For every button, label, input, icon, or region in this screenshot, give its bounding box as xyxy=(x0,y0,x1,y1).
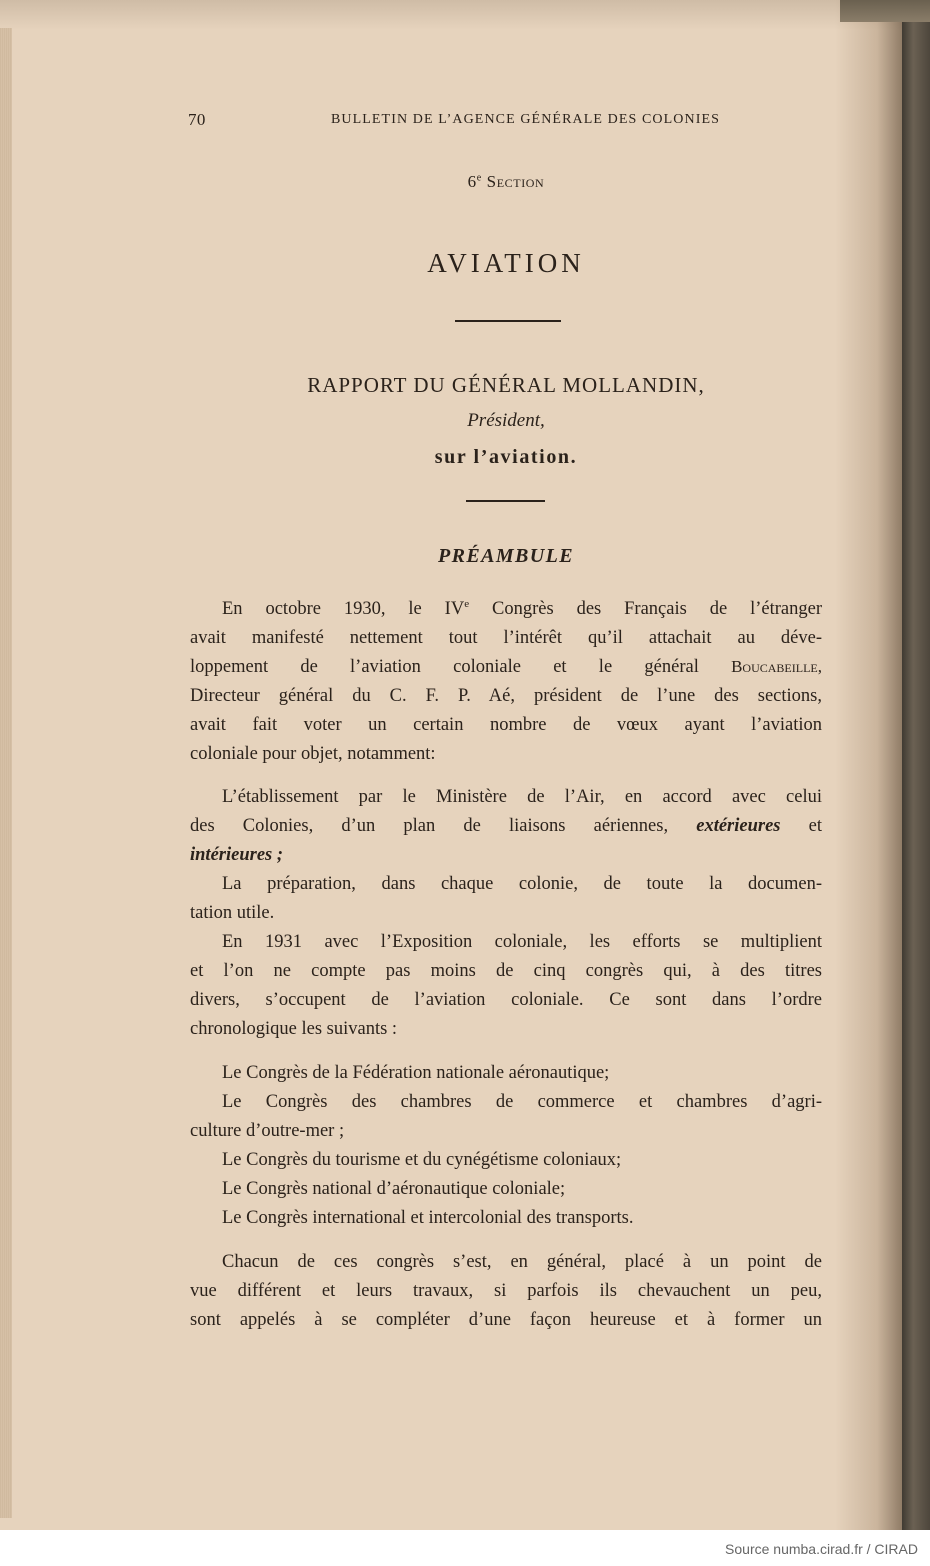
list-item: Le Congrès du tourisme et du cynégétisme coloniaux; xyxy=(222,1150,622,1170)
report-subject: sur l’aviation. xyxy=(434,446,578,468)
para1-line6: coloniale pour objet, notamment: xyxy=(190,744,436,764)
binding-shadow xyxy=(835,0,905,1530)
book-cover-edge xyxy=(902,0,930,1530)
list-item: Le Congrès international et intercolonial des transports. xyxy=(222,1208,634,1228)
title-rule xyxy=(455,320,561,322)
page-title: AVIATION xyxy=(427,248,585,278)
page-top-shadow xyxy=(0,0,930,30)
para1-line1: En octobre 1930, le IVe Congrès des Français de l’étranger xyxy=(222,597,822,619)
para4-line1: En 1931 avec l’Exposition coloniale, les efforts se multiplient xyxy=(222,932,822,952)
heading-rule xyxy=(466,500,545,502)
para1-line5: avait fait voter un certain nombre de vœux ayant l’aviation xyxy=(190,715,822,735)
para1-line2: avait manifesté nettement tout l’intérêt qu’il attachait au déve- xyxy=(190,628,822,648)
list-item: Le Congrès des chambres de commerce et chambres d’agri- xyxy=(222,1092,822,1112)
list-item-continuation: culture d’outre-mer ; xyxy=(190,1121,345,1141)
page-number: 70 xyxy=(188,110,206,129)
report-heading: RAPPORT DU GÉNÉRAL MOLLANDIN, xyxy=(307,373,705,397)
running-title: BULLETIN DE L’AGENCE GÉNÉRALE DES COLONIES xyxy=(330,112,720,127)
report-president: Président, xyxy=(467,410,545,431)
para3-line2: tation utile. xyxy=(190,903,275,923)
para2-line2: des Colonies, d’un plan de liaisons aériennes, extérieures et xyxy=(190,816,822,836)
preamble-heading: PRÉAMBULE xyxy=(438,545,574,567)
source-credit: Source numba.cirad.fr / CIRAD xyxy=(725,1541,918,1557)
book-corner xyxy=(840,0,930,22)
para1-line4: Directeur général du C. F. P. Aé, président de l’une des sections, xyxy=(190,686,822,706)
list-item: Le Congrès national d’aéronautique coloniale; xyxy=(222,1179,566,1199)
para4-line2: et l’on ne compte pas moins de cinq congrès qui, à des titres xyxy=(190,961,822,981)
para5-line1: Chacun de ces congrès s’est, en général, placé à un point de xyxy=(222,1252,822,1272)
para4-line4: chronologique les suivants : xyxy=(190,1019,398,1039)
section-label: 6e Section xyxy=(467,172,545,191)
para1-line3: loppement de l’aviation coloniale et le général Boucabeille, xyxy=(190,657,822,677)
para2-line3: intérieures ; xyxy=(190,845,284,865)
para5-line2: vue différent et leurs travaux, si parfois ils chevauchent un peu, xyxy=(190,1281,822,1301)
para5-line3: sont appelés à se compléter d’une façon heureuse et à former un xyxy=(190,1310,822,1330)
para2-line1: L’établissement par le Ministère de l’Air, en accord avec celui xyxy=(222,787,822,807)
list-item: Le Congrès de la Fédération nationale aéronautique; xyxy=(222,1063,610,1083)
para4-line3: divers, s’occupent de l’aviation coloniale. Ce sont dans l’ordre xyxy=(190,990,822,1010)
para3-line1: La préparation, dans chaque colonie, de toute la documen- xyxy=(222,874,822,894)
